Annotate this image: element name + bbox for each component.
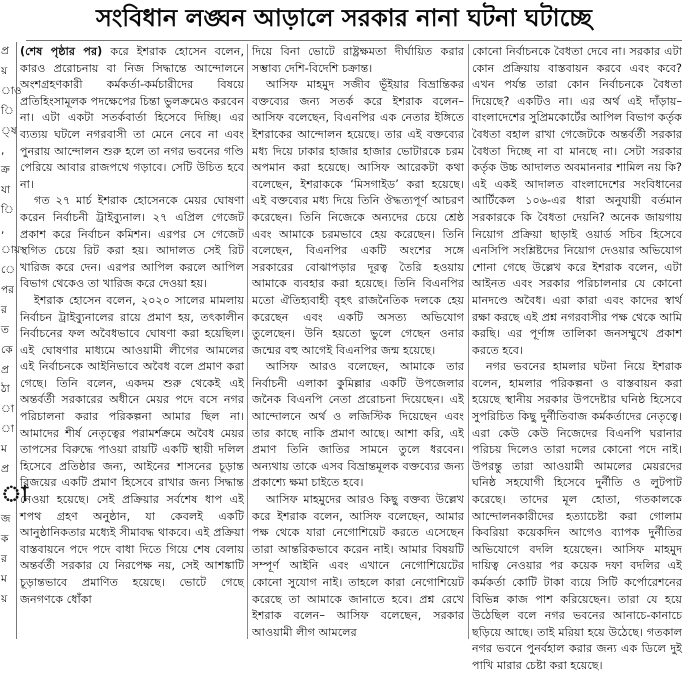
- column-fragment-text: ায়: [1, 244, 21, 257]
- column-fragment-text: কে: [1, 343, 13, 356]
- column-fragment-text: ্ষ: [1, 124, 17, 137]
- paragraph: গত ২৭ মার্চ ইশরাক হোসেনকে মেয়র ঘোষণা করেন নির্বাচনী ট্রাইব্যুনাল। ২৭ এপ্রিল গেজেট প্রকাশ করে নির্বাচন কমিশন। এরপর সে গেজেট স্থগিত চেয়ে রিট করা হয়। আদালত সেই রিট খারিজ করে দেন। এরপর আপিল করলে আপিল বিভাগ থেকেও তা খারিজ করে দেওয়া হয়।: [20, 194, 244, 291]
- column-fragment-text: য়: [1, 64, 8, 77]
- paragraph: কোনো নির্বাচনকে বৈধতা দেবে না। সরকার এটা কোন প্রক্রিয়ায় বাস্তবায়ন করবে এবং কবে? এখন পর্যন্ত তারা কোন নির্বাচনকে বৈধতা দিয়েছে? একটিও না। এর অর্থ এই দাঁড়ায়– বাংলাদেশের সুপ্রিমকোর্টের আপিল বিভাগ কর্তৃক বৈধতা বহাল রাখা গেজেটকে অন্তর্বর্তী সরকার বৈধতা দিচ্ছে না বা মানছে না। সেটা সরকার কর্তৃক উচ্চ আদালত অবমাননার শামিল নয় কি? এই একই আদালত বাংলাদেশের সংবিধানের আর্টিকেল ১০৬-এর ধারা অনুযায়ী বর্তমান সরকারকে কি বৈধতা দেয়নি? অনেক জায়গায় নিয়োগ প্রক্রিয়া ছাড়াই ওয়ার্ড সচিব হিসেবে এনসিপি সংশ্লিষ্টদের নিয়োগ দেওয়ার অভিযোগ শোনা গেছে উল্লেখ করে ইশরাক বলেন, এটা আইনত এবং সরকার পরিচালনার যে কোনো মানদণ্ডে অবৈধ। এরা কারা এবং কাদের স্বার্থ রক্ষা করছে এই প্রশ্ন নগরবাসীর পক্ষ থেকে আমি করছি। এর পূর্ণাঙ্গ তালিকা জনসম্মুখে প্রকাশ করতে হবে।: [472, 45, 682, 357]
- continuation-marker: (শেষ পৃষ্ঠার পর): [20, 45, 103, 58]
- column-fragment-text: া: [1, 481, 28, 507]
- column-fragment-text: ম: [1, 572, 7, 585]
- paragraph: [20, 44, 244, 193]
- paragraph-text: করে ইশরাক হোসেন বলেন, কারও প্ররোচনায় বা নিজ সিদ্ধান্তে আন্দোলনে অংশগ্রহণকারী কর্মকর্তা-কর্মচারীদের বিষয়ে প্রতিহিংসামূলক পদক্ষেপের চিন্তা ভুলক্রমেও করবেন না। এটা একটা সতর্কবার্তা হিসেবে দিচ্ছি। এর ব্যত্যয় ঘটলে নগরবাসী তা মেনে নেবে না এবং পুনরায় আন্দোলন শুরু হলে তা নগর ভবনের গণ্ডি পেরিয়ে আবার রাজপথে গড়াবে। সেটি উচিত হবে না।: [20, 45, 245, 191]
- article-column-1: [20, 44, 244, 639]
- column-fragment-text: াও: [1, 84, 22, 97]
- column-fragment-text: া: [1, 403, 14, 416]
- article-column-3: [472, 44, 682, 672]
- column-fragment-text: পর: [1, 283, 14, 296]
- paragraph: দিয়ে বিনা ভোটে রাষ্ট্রক্ষমতা দীর্ঘায়িত করার সম্ভাব্য দেশি-বিদেশি চক্রান্ত।: [252, 45, 464, 75]
- column-fragment-text: জ: [1, 512, 11, 525]
- headline: সংবিধান লঙ্ঘন আড়ালে সরকার নানা ঘটনা ঘটাচ্ছে: [96, 4, 592, 32]
- left-edge-column-fragment: [0, 42, 28, 639]
- paragraph: আসিফ মাহমুদের আরও কিছু বক্তব্য উল্লেখ করে ইশরাক বলেন, আসিফ বলেছেন, আমার পক্ষ থেকে যারা নেগোশিয়েট করতে এসেছেন তারা আন্তরিকভাবে করেন নাই। আমার বিষয়টি সম্পূর্ণ আইনি এবং এখানে নেগোশিয়েটের কোনো সুযোগ নাই। তাহলে কারা নেগোশিয়েট করেছে তা আমাকে জানাতে হবে। প্রশ্ন রেখে ইশরাক বলেন– আসিফ বলেছেন, সরকার আওয়ামী লীগ আমলের: [252, 493, 464, 639]
- column-fragment-text: র: [1, 303, 7, 316]
- column-fragment-text: া: [1, 423, 14, 436]
- paragraph: আসিফ আরও বলেছেন, আমাকে তার নির্বাচনী এলাকা কুমিল্লার একটি উপজেলার জনৈক বিএনপি নেতা প্ররোচনা দিয়েছেন। এই আন্দোলনে অর্থ ও লজিস্টিক দিয়েছেন এবং তার কাছে নাকি প্রমাণ আছে। আশা করি, এই প্রমাণ তিনি জাতির সামনে তুলে ধরবেন। অন্যথায় তাকে এসব বিভ্রান্তমূলক বক্তব্যের জন্য প্রকাশ্যে ক্ষমা চাইতে হবে।: [252, 360, 464, 490]
- column-fragment-text: প্র: [1, 363, 9, 376]
- column-fragment-text: ক্র: [1, 164, 10, 177]
- column-fragment-text: ত: [1, 323, 9, 336]
- column-fragment-text: ম: [1, 443, 7, 456]
- column-fragment-text: প্র: [1, 45, 9, 57]
- paragraph: নগর ভবনের হামলার ঘটনা নিয়ে ইশরাক বলেন, হামলার পরিকল্পনা ও বাস্তবায়ন করা হয়েছে স্থানীয় সরকার উপদেষ্টার ঘনিষ্ঠ হিসেবে সুপরিচিত কিছু দুর্নীতিবাজ কর্মকর্তাদের নেতৃত্বে। এরা কেউ কেউ নিজেদের বিএনপি ঘরানার পরিচয় দিলেও তারা দলের কোনো পদে নাই। উপরন্তু তারা আওয়ামী আমলের মেয়রদের ঘনিষ্ঠ সহযোগী হিসেবে দুর্নীতি ও লুটপাট করেছে। তাদের মূল হোতা, গতকালকে আন্দোলনকারীদের হত্যাচেষ্টা করা গোলাম কিবরিয়া কয়েকদিন আগেও ব্যাপক দুর্নীতির অভিযোগে বদলি হয়েছেন। আসিফ মাহমুদ দায়িত্ব নেওয়ার পর কয়েক দফা বদলির এই কর্মকর্তা কোটি টাকা ব্যয়ে সিটি কর্পোরেশনের বিভিন্ন কাজ পাশ করিয়েছেন। তারা যে হয়ে উঠেছিল বলে নগর ভবনের আনাচে-কানাচে ছড়িয়ে আছে। তাই মরিয়া হয়ে উঠেছে। গতকাল নগর ভবনে পুনর্বহাল করার জন্য এক ডিলে দুই পাখি মারার চেষ্টা করা হয়েছে।: [472, 360, 682, 672]
- column-fragment-text: ,: [1, 144, 5, 157]
- column-fragment-text: প্র: [1, 463, 9, 476]
- column-fragment-text: ঠা: [1, 383, 10, 396]
- column-fragment-text: ি: [1, 204, 14, 217]
- column-fragment-text: র: [1, 552, 7, 565]
- column-fragment-text: ি: [1, 104, 14, 117]
- column-divider: [247, 44, 248, 639]
- paragraph: ইশরাক হোসেন বলেন, ২০২০ সালের মামলায় নির্বাচন ট্রাইব্যুনালের রায়ে প্রমাণ হয়, তৎকালীন নির্বাচনের ফল অবৈধভাবে ঘোষণা করা হয়েছিল। এই ঘোষণার মাধ্যমে আওয়ামী লীগের আমলের এই নির্বাচনকে আইনিভাবে অবৈধ বলে প্রমাণ করা গেছে। তিনি বলেন, একদম শুরু থেকেই এই অন্তর্বর্তী সরকারের অধীনে মেয়র পদে বসে নগর পরিচালনা করার পরিকল্পনা আমার ছিল না। আমাদের শীর্ষ নেতৃত্বের পরামর্শক্রমে অবৈধ মেয়র তাপসের বিরুদ্ধে পাওয়া রায়টি একটি স্থায়ী দলিল হিসেবে প্রতিষ্ঠার জন্য, আইনের শাসনের চূড়ান্ত বিজয়ের একটি প্রমাণ হিসেবে রাখার জন্য সিদ্ধান্ত নেওয়া হয়েছে। সেই প্রক্রিয়ার সর্বশেষ ধাপ এই শপথ গ্রহণ অনুষ্ঠান, যা কেবলই একটি আনুষ্ঠানিকতার মধ্যেই সীমাবদ্ধ থাকবে। এই প্রক্রিয়া বাস্তবায়নে পদে পদে বাধা দিতে গিয়ে শেষ বেলায় অন্তর্বর্তী সরকার যে নিরপেক্ষ নয়, সেই আশঙ্কাটি চূড়ান্তভাবে প্রমাণিত হয়েছে। ভোটে গেছে জনগণকে ধোঁকা: [20, 293, 244, 606]
- paragraph: আসিফ মাহমুদ সজীব ভূঁইয়ার বিভ্রান্তিকর বক্তব্যের জন্য সতর্ক করে ইশরাক বলেন– আসিফ বলেছেন, বিএনপির এক নেতার ইঙ্গিতে ইশরাকের আন্দোলন হয়েছে। তার এই বক্তব্যের মধ্য দিয়ে ঢাকার হাজার হাজার ভোটারকে চরম অপমান করা হয়েছে। আসিফ আরেকটা কথা বলেছেন, ইশরাককে ‘মিসগাইড’ করা হয়েছে। এই বক্তব্যের মধ্য দিয়ে তিনি ঔদ্ধত্যপূর্ণ আচরণ করেছেন। তিনি নিজেকে অন্যদের চেয়ে শ্রেষ্ঠ এবং আমাকে চরমভাবে হেয় করেছেন। তিনি বলেছেন, বিএনপির একটি অংশের সঙ্গে সরকারের বোঝাপড়ার দূরত্ব তৈরি হওয়ায় আমাকে ব্যবহার করা হয়েছে। তিনি বিএনপির মতো ঐতিহ্যবাহী বৃহৎ রাজনৈতিক দলকে হেয় করেছেন এবং একটি অসত্য অভিযোগ তুলেছেন। উনি হয়তো ভুলে গেছেন ওনার জন্মের বহু আগেই বিএনপির জন্ম হয়েছে।: [252, 78, 464, 357]
- column-fragment-text: যা: [1, 184, 11, 197]
- article-column-2: [252, 44, 464, 639]
- column-fragment-text: ে: [1, 263, 16, 276]
- column-divider: [468, 44, 469, 639]
- column-fragment-text: য়: [1, 592, 8, 605]
- headline-rule: [26, 40, 682, 41]
- column-fragment-text: ,: [1, 224, 5, 237]
- column-fragment-text: ক: [1, 532, 9, 545]
